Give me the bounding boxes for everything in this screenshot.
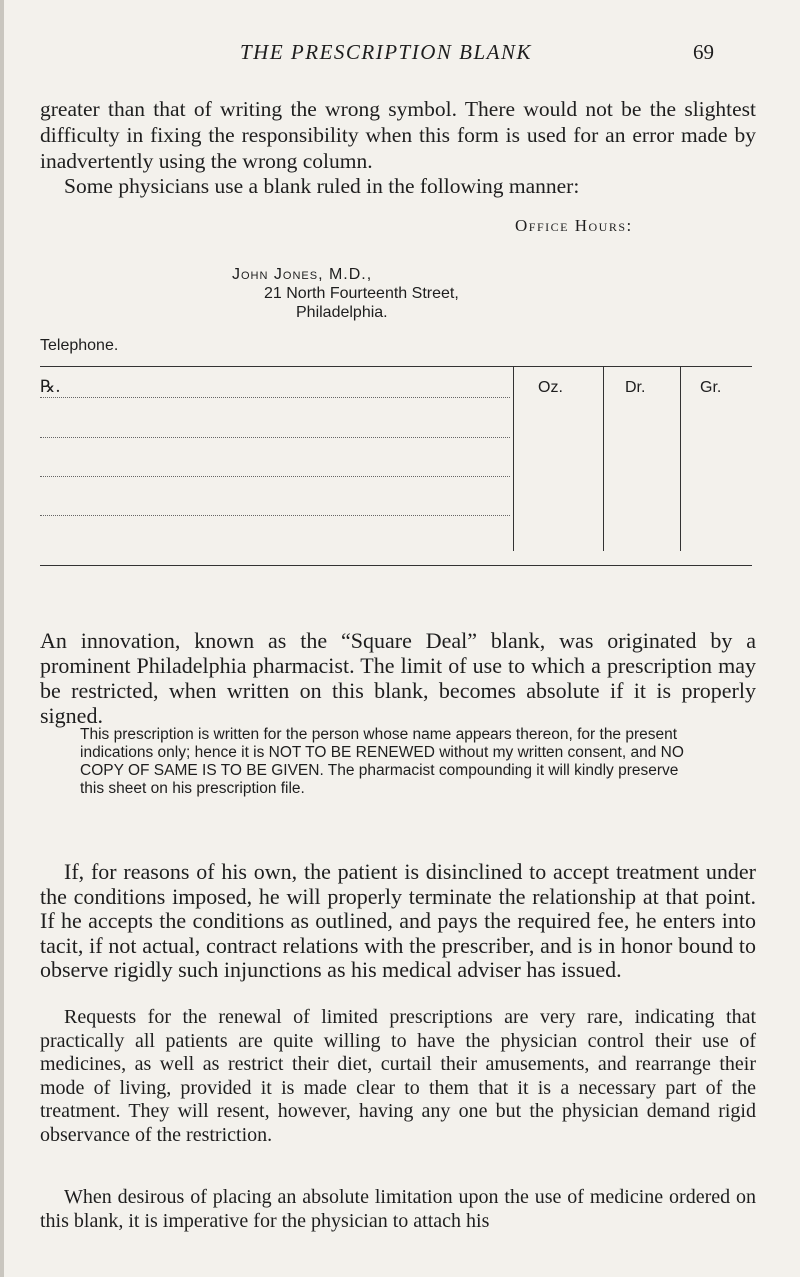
- intro-lead-in: Some physicians use a blank ruled in the following manner:: [64, 174, 580, 198]
- square-deal-notice: This prescription is written for the person whose name appears thereon, for the present indications only; hence it is NOT TO BE RENEWED without my written consent, and NO COPY OF SAME IS TO BE GIVEN. The pharmacist compounding it will kindly preserve this sheet on his prescription file.: [80, 726, 684, 797]
- physician-city: Philadelphia.: [296, 304, 388, 321]
- page-number: 69: [693, 40, 714, 64]
- column-header-oz: Oz.: [538, 379, 563, 396]
- column-divider: [513, 367, 514, 551]
- prescription-ruled-blank: [40, 366, 752, 566]
- patient-paragraph-text: If, for reasons of his own, the patient is disinclined to accept treatment under the conditions imposed, he will properly terminate the relationship at that point. If he accepts the conditions as outlined, and pays the required fee, he enters into tacit, if not actual, contract relations with the prescriber, and is in honor bound to observe rigidly such injunctions as his medical adviser has issued.: [40, 859, 756, 982]
- renewal-paragraph: [40, 1006, 756, 1147]
- dotted-rule: [40, 437, 510, 438]
- running-header: [40, 40, 760, 70]
- column-header-gr: Gr.: [700, 379, 722, 396]
- dotted-rule: [40, 476, 510, 477]
- final-paragraph: [40, 1186, 756, 1233]
- renewal-paragraph-text: Requests for the renewal of limited prescriptions are very rare, indicating that practically all patients are quite willing to have the physician control their use of medicines, as well as restrict their diet, curtail their amusements, and rearrange their mode of living, provided it is made clear to them that it is a necessary part of the treatment. They will resent, however, having any one but the physician demand rigid observance of the restriction.: [40, 1006, 756, 1146]
- running-title: THE PRESCRIPTION BLANK: [240, 40, 533, 64]
- final-paragraph-text: When desirous of placing an absolute limitation upon the use of medicine ordered on this blank, it is imperative for the physician to attach his: [40, 1186, 756, 1232]
- rx-symbol: ℞.: [40, 377, 61, 397]
- prescription-letterhead: [224, 265, 474, 322]
- physician-street: 21 North Fourteenth Street,: [264, 285, 459, 302]
- dotted-rule: [40, 397, 510, 398]
- square-deal-paragraph: An innovation, known as the “Square Deal” blank, was originated by a prominent Philadelphia pharmacist. The limit of use to which a prescription may be restricted, when written on this blank, becomes absolute if it is properly signed.: [40, 628, 756, 728]
- office-hours-label: Office Hours:: [515, 216, 633, 235]
- column-divider: [603, 367, 604, 551]
- telephone-label: Telephone.: [40, 337, 119, 354]
- intro-paragraph: greater than that of writing the wrong symbol. There would not be the slightest difficulty in fixing the responsibility when this form is used for an error made by inadvertently using the wrong column.: [40, 97, 756, 173]
- dotted-rule: [40, 515, 510, 516]
- physician-name: John Jones, M.D.,: [232, 266, 373, 283]
- column-divider: [680, 367, 681, 551]
- patient-paragraph: [40, 860, 756, 983]
- column-header-dr: Dr.: [625, 379, 646, 396]
